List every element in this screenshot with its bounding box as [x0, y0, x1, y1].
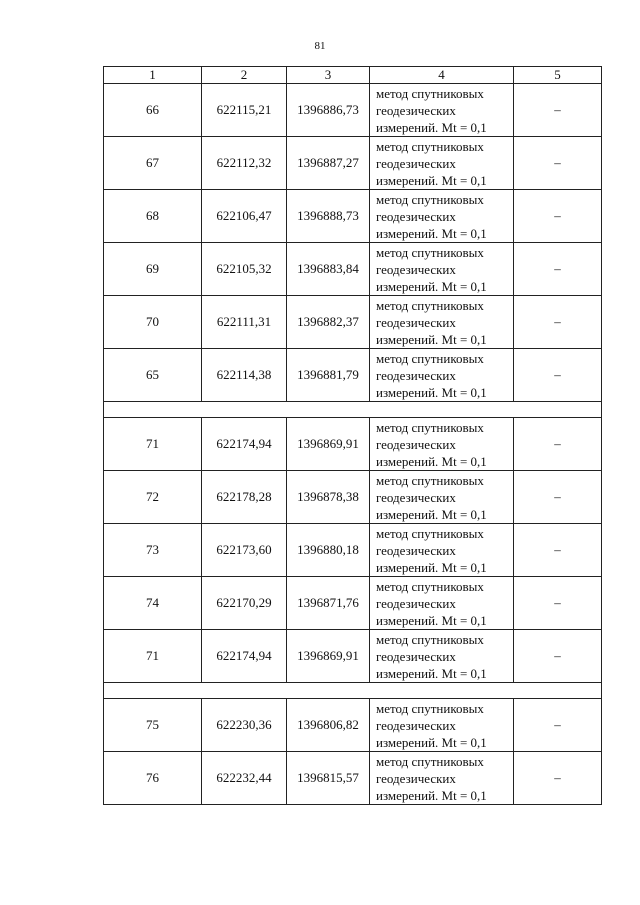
method-cell	[370, 190, 514, 243]
method-line: метод спутниковых	[376, 297, 484, 313]
method-line: измерений. Mt = 0,1	[376, 559, 487, 575]
y-coordinate-cell: 1396871,76	[287, 577, 370, 630]
method-cell	[370, 84, 514, 137]
y-coordinate-cell: 1396806,82	[287, 699, 370, 752]
x-coordinate-cell: 622105,32	[202, 243, 287, 296]
method-cell	[370, 630, 514, 683]
method-line: метод спутниковых	[376, 578, 484, 594]
point-cell: 71	[104, 630, 202, 683]
method-cell	[370, 577, 514, 630]
point-cell: 72	[104, 471, 202, 524]
note-cell: –	[514, 471, 602, 524]
method-line: измерений. Mt = 0,1	[376, 612, 487, 628]
method-line: геодезических	[376, 208, 456, 224]
method-line: геодезических	[376, 155, 456, 171]
x-coordinate-cell: 622111,31	[202, 296, 287, 349]
note-cell: –	[514, 243, 602, 296]
table-row	[104, 243, 602, 296]
table-row	[104, 190, 602, 243]
note-cell: –	[514, 630, 602, 683]
method-line: геодезических	[376, 102, 456, 118]
method-line: измерений. Mt = 0,1	[376, 119, 487, 135]
table-row	[104, 418, 602, 471]
y-coordinate-cell: 1396815,57	[287, 752, 370, 805]
method-line: геодезических	[376, 489, 456, 505]
group-separator-row	[104, 402, 602, 418]
method-line: метод спутниковых	[376, 472, 484, 488]
point-cell: 67	[104, 137, 202, 190]
method-line: геодезических	[376, 770, 456, 786]
coordinates-table	[103, 66, 602, 805]
table-row	[104, 699, 602, 752]
table-row	[104, 577, 602, 630]
point-cell: 68	[104, 190, 202, 243]
point-cell: 74	[104, 577, 202, 630]
column-header: 3	[287, 67, 370, 84]
method-line: геодезических	[376, 314, 456, 330]
note-cell: –	[514, 296, 602, 349]
point-cell: 69	[104, 243, 202, 296]
x-coordinate-cell: 622178,28	[202, 471, 287, 524]
method-cell	[370, 524, 514, 577]
method-line: измерений. Mt = 0,1	[376, 331, 487, 347]
method-line: метод спутниковых	[376, 525, 484, 541]
column-header: 1	[104, 67, 202, 84]
column-header: 5	[514, 67, 602, 84]
x-coordinate-cell: 622232,44	[202, 752, 287, 805]
y-coordinate-cell: 1396869,91	[287, 418, 370, 471]
note-cell: –	[514, 524, 602, 577]
point-cell: 75	[104, 699, 202, 752]
note-cell: –	[514, 752, 602, 805]
table-row	[104, 296, 602, 349]
x-coordinate-cell: 622114,38	[202, 349, 287, 402]
x-coordinate-cell: 622115,21	[202, 84, 287, 137]
x-coordinate-cell: 622173,60	[202, 524, 287, 577]
method-cell	[370, 752, 514, 805]
y-coordinate-cell: 1396869,91	[287, 630, 370, 683]
x-coordinate-cell: 622174,94	[202, 630, 287, 683]
method-line: геодезических	[376, 261, 456, 277]
method-line: метод спутниковых	[376, 138, 484, 154]
group-separator-row	[104, 683, 602, 699]
x-coordinate-cell: 622106,47	[202, 190, 287, 243]
y-coordinate-cell: 1396888,73	[287, 190, 370, 243]
method-line: метод спутниковых	[376, 350, 484, 366]
point-cell: 70	[104, 296, 202, 349]
y-coordinate-cell: 1396887,27	[287, 137, 370, 190]
point-cell: 65	[104, 349, 202, 402]
table-row	[104, 752, 602, 805]
method-cell	[370, 296, 514, 349]
method-cell	[370, 418, 514, 471]
method-line: метод спутниковых	[376, 191, 484, 207]
y-coordinate-cell: 1396881,79	[287, 349, 370, 402]
method-line: метод спутниковых	[376, 700, 484, 716]
method-cell	[370, 243, 514, 296]
note-cell: –	[514, 577, 602, 630]
method-line: измерений. Mt = 0,1	[376, 384, 487, 400]
method-line: измерений. Mt = 0,1	[376, 225, 487, 241]
y-coordinate-cell: 1396880,18	[287, 524, 370, 577]
note-cell: –	[514, 137, 602, 190]
method-line: геодезических	[376, 717, 456, 733]
method-line: измерений. Mt = 0,1	[376, 172, 487, 188]
x-coordinate-cell: 622112,32	[202, 137, 287, 190]
method-line: метод спутниковых	[376, 244, 484, 260]
method-line: метод спутниковых	[376, 631, 484, 647]
table-row	[104, 84, 602, 137]
note-cell: –	[514, 418, 602, 471]
table-row	[104, 630, 602, 683]
method-line: геодезических	[376, 542, 456, 558]
point-cell: 73	[104, 524, 202, 577]
x-coordinate-cell: 622230,36	[202, 699, 287, 752]
note-cell: –	[514, 190, 602, 243]
table-header-row	[104, 67, 602, 84]
note-cell: –	[514, 699, 602, 752]
x-coordinate-cell: 622170,29	[202, 577, 287, 630]
group-separator-cell	[104, 683, 602, 699]
point-cell: 76	[104, 752, 202, 805]
point-cell: 66	[104, 84, 202, 137]
method-cell	[370, 137, 514, 190]
table-row	[104, 137, 602, 190]
table-row	[104, 524, 602, 577]
method-line: измерений. Mt = 0,1	[376, 665, 487, 681]
table-body	[104, 84, 602, 805]
method-line: метод спутниковых	[376, 419, 484, 435]
note-cell: –	[514, 349, 602, 402]
method-line: измерений. Mt = 0,1	[376, 787, 487, 803]
y-coordinate-cell: 1396882,37	[287, 296, 370, 349]
y-coordinate-cell: 1396883,84	[287, 243, 370, 296]
y-coordinate-cell: 1396886,73	[287, 84, 370, 137]
method-cell	[370, 349, 514, 402]
table-row	[104, 471, 602, 524]
method-line: измерений. Mt = 0,1	[376, 453, 487, 469]
group-separator-cell	[104, 402, 602, 418]
point-cell: 71	[104, 418, 202, 471]
method-line: измерений. Mt = 0,1	[376, 278, 487, 294]
method-line: геодезических	[376, 648, 456, 664]
y-coordinate-cell: 1396878,38	[287, 471, 370, 524]
method-line: геодезических	[376, 595, 456, 611]
table-row	[104, 349, 602, 402]
column-header: 4	[370, 67, 514, 84]
method-cell	[370, 471, 514, 524]
x-coordinate-cell: 622174,94	[202, 418, 287, 471]
method-line: измерений. Mt = 0,1	[376, 506, 487, 522]
note-cell: –	[514, 84, 602, 137]
method-line: геодезических	[376, 367, 456, 383]
method-line: геодезических	[376, 436, 456, 452]
method-line: метод спутниковых	[376, 85, 484, 101]
method-cell	[370, 699, 514, 752]
method-line: измерений. Mt = 0,1	[376, 734, 487, 750]
page-number: 81	[314, 40, 326, 52]
column-header: 2	[202, 67, 287, 84]
method-line: метод спутниковых	[376, 753, 484, 769]
